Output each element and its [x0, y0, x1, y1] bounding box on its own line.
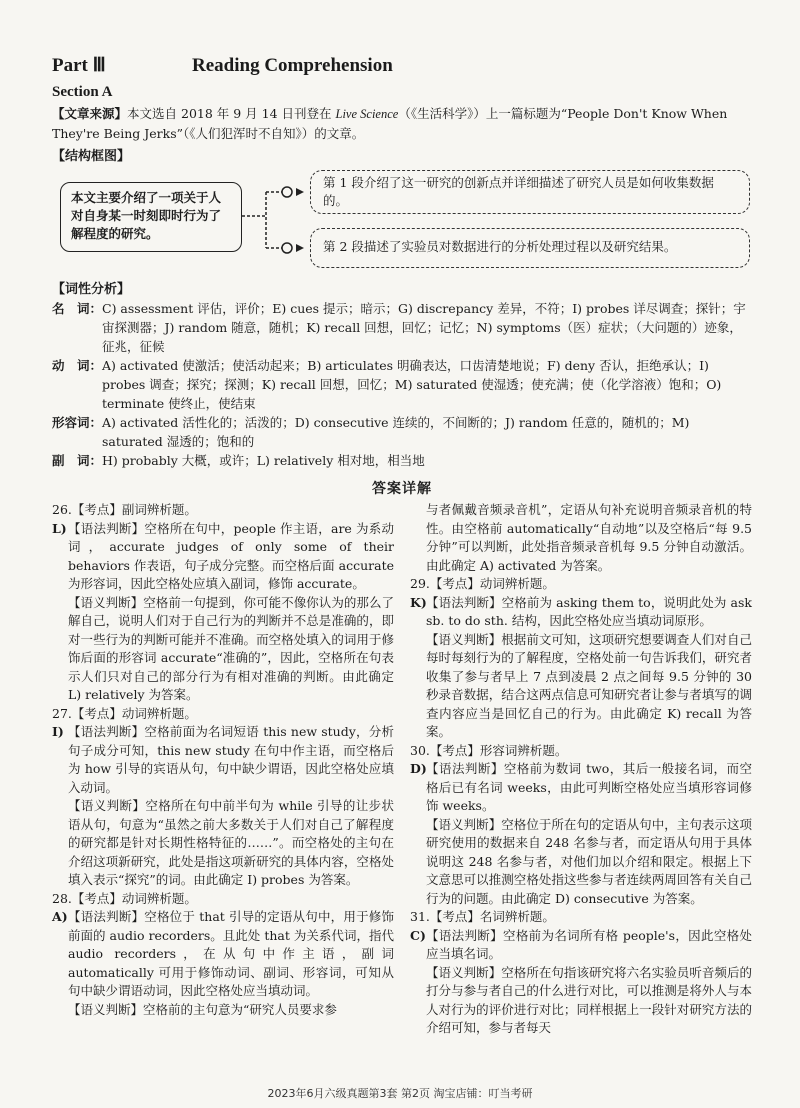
- structure-point-2: 第 2 段描述了实验员对数据进行的分析处理过程以及研究结果。: [310, 228, 750, 268]
- answers-columns: [52, 501, 752, 1038]
- q27-syntax: I) 【语法判断】空格前面为名词短语 this new study，分析句子成分可知，this new study 在句中作主语，而空格后为 how 引导的宾语从句，句中缺少谓语，因此空格处应填入动词。: [52, 724, 394, 795]
- q28-continued: 与者佩戴音频录音机”，定语从句补充说明音频录音机的特性。由空格前 automatically“自动地”以及空格后“每 9.5 分钟”可以判断，此处指音频录音机每 9.5 分钟自动激活。由此确定 A) activated 为答案。: [426, 502, 752, 573]
- structure-diagram: [52, 170, 752, 274]
- pos-row-noun: 名 词： C) assessment 评估，评价；E) cues 提示；暗示；G) discrepancy 差异，不符；I) probes 详尽调查；探针；宇宙探测器；J) random 随意，随机；K) recall 回想，回忆；记忆；N) symptoms（医）症状；（大问题的）迹象，征兆，征候: [52, 301, 746, 354]
- q28-head: 28.【考点】动词辨析题。: [52, 890, 197, 906]
- arrow-right-icon: [296, 244, 304, 252]
- q28-syntax: A) 【语法判断】空格位于 that 引导的定语从句中，用于修饰前面的 audio recorders。且此处 that 为关系代词，指代 audio recorders，在从句中作主语，副词 automatically 可用于修饰动词、副词、形容词，可知从句中缺少谓语动词，因此空格处应当填动词。: [52, 909, 394, 998]
- source-text-before: 本文选自 2018 年 9 月 14 日刊登在: [127, 106, 336, 121]
- answers-title: 答案详解: [372, 481, 432, 497]
- section-title: Section A: [52, 84, 113, 100]
- q30-syntax: D) 【语法判断】空格前为数词 two，其后一般接名词，而空格后已有名词 weeks，由此可判断空格处应当填形容词修饰 weeks。: [410, 761, 752, 813]
- answers-left-column: [52, 501, 394, 1038]
- structure-point-1: 第 1 段介绍了这一研究的创新点并详细描述了研究人员是如何收集数据的。: [310, 170, 750, 214]
- q27-head: 27.【考点】动词辨析题。: [52, 705, 197, 721]
- pos-label: 【词性分析】: [52, 282, 131, 297]
- page-footer: 2023年6月六级真题第3套 第2页 淘宝店铺：叮当考研: [267, 1087, 533, 1100]
- structure-main-box: 本文主要介绍了一项关于人对自身某一时刻即时行为了解程度的研究。: [60, 182, 242, 252]
- q30-head: 30.【考点】形容词辨析题。: [410, 742, 568, 758]
- article-source: [52, 104, 752, 143]
- source-journal: Live Science: [335, 107, 399, 121]
- q30-semantic: 【语义判断】空格位于所在句的定语从句中，主句表示这项研究使用的数据来自 248 名参与者，而定语从句用于具体说明这 248 名参与者，对他们加以介绍和限定。根据上下文意思可以推测空格处指这些参与者连续两周回答有关自己行为的问题。由此确定 D) consecutive 为答案。: [426, 816, 752, 906]
- part-title: Reading Comprehension: [192, 55, 393, 76]
- page: [52, 56, 752, 1038]
- part-header: [52, 56, 752, 75]
- q26-syntax: L) 【语法判断】空格所在句中，people 作主语，are 为系动词，accurate judges of only some of their behaviors 作表语，句子成分完整。而空格后面 accurate 为形容词，因此空格处应填入副词，修饰 accurate。: [52, 520, 394, 591]
- q31-syntax: C) 【语法判断】空格前为名词所有格 people's，因此空格处应当填名词。: [410, 927, 752, 961]
- bullet-circle-icon: [282, 243, 292, 253]
- q28-semantic: 【语义判断】空格前的主句意为“研究人员要求参: [68, 1001, 337, 1017]
- q26-semantic: 【语义判断】空格前一句提到，你可能不像你认为的那么了解自己，说明人们对于自己行为的判断并不总是准确的，即对一些行为的判断可能并不准确。而空格处填入的词用于修饰后面的形容词 accurate“准确的”，因此，空格所在句表示人们只对自己的部分行为有相对准确的判断。由此确定 L) relatively 为答案。: [68, 594, 394, 702]
- q31-head: 31.【考点】名词辨析题。: [410, 909, 555, 924]
- arrow-right-icon: [296, 188, 304, 196]
- q31-semantic: 【语义判断】空格所在句指该研究将六名实验员听音频后的打分与参与者自己的什么进行对比，可以推测是将外人与本人对行为的评价进行对比；同样根据上一段针对研究方法的介绍可知，参与者每天: [426, 964, 752, 1035]
- bullet-circle-icon: [282, 187, 292, 197]
- q27-semantic: 【语义判断】空格所在句中前半句为 while 引导的让步状语从句，句意为“虽然之前大多数关于人们对自己了解程度的研究都是针对长期性格特征的……”。而空格处的主句在介绍这项新研究，此处是指这项新研究的具体内容，空格处填入表示“探究”的词。由此确定 I) probes 为答案。: [68, 798, 394, 887]
- structure-label: 【结构框图】: [52, 149, 131, 164]
- q29-semantic: 【语义判断】根据前文可知，这项研究想要调查人们对自己每时每刻行为的了解程度，空格处前一句告诉我们，研究者收集了参与者早上 7 点到凌晨 2 点之间每 9.5 分钟的 30 秒录音数据，结合这两点信息可知研究者让参与者填写的调查内容应当是回忆自己的行为。由此确定 K) recall 为答案。: [426, 631, 752, 739]
- part-number: Part Ⅲ: [52, 55, 106, 76]
- answers-right-column: [410, 501, 752, 1038]
- pos-row-adverb: 副 词： H) probably 大概，或许；L) relatively 相对地，相当地: [52, 453, 425, 468]
- q29-syntax: K) 【语法判断】空格前为 asking them to，说明此处为 ask sb. to do sth. 结构，因此空格处应当填动词原形。: [410, 594, 752, 628]
- q29-head: 29.【考点】动词辨析题。: [410, 576, 555, 591]
- source-tag: 【文章来源】: [52, 106, 128, 121]
- pos-row-adjective: 形容词： A) activated 活性化的；活泼的；D) consecutive 连续的，不间断的；J) random 任意的，随机的；M) saturated 湿透的；饱和的: [52, 415, 690, 449]
- source-text-after: （《生活科学》）上一篇标题为“People Don't Know When They're Being Jerks”（《人们犯浑时不自知》）的文章。: [52, 106, 728, 141]
- q26-head: 26.【考点】副词辨析题。: [52, 502, 197, 517]
- pos-row-verb: 动 词： A) activated 使激活；使活动起来；B) articulates 明确表达，口齿清楚地说；F) deny 否认，拒绝承认；I) probes 调查；探究；探测；K) recall 回想，回忆；M) saturated 使湿透；使充满；使（化学溶液）饱和；O) terminate 使终止，使结束: [52, 358, 722, 411]
